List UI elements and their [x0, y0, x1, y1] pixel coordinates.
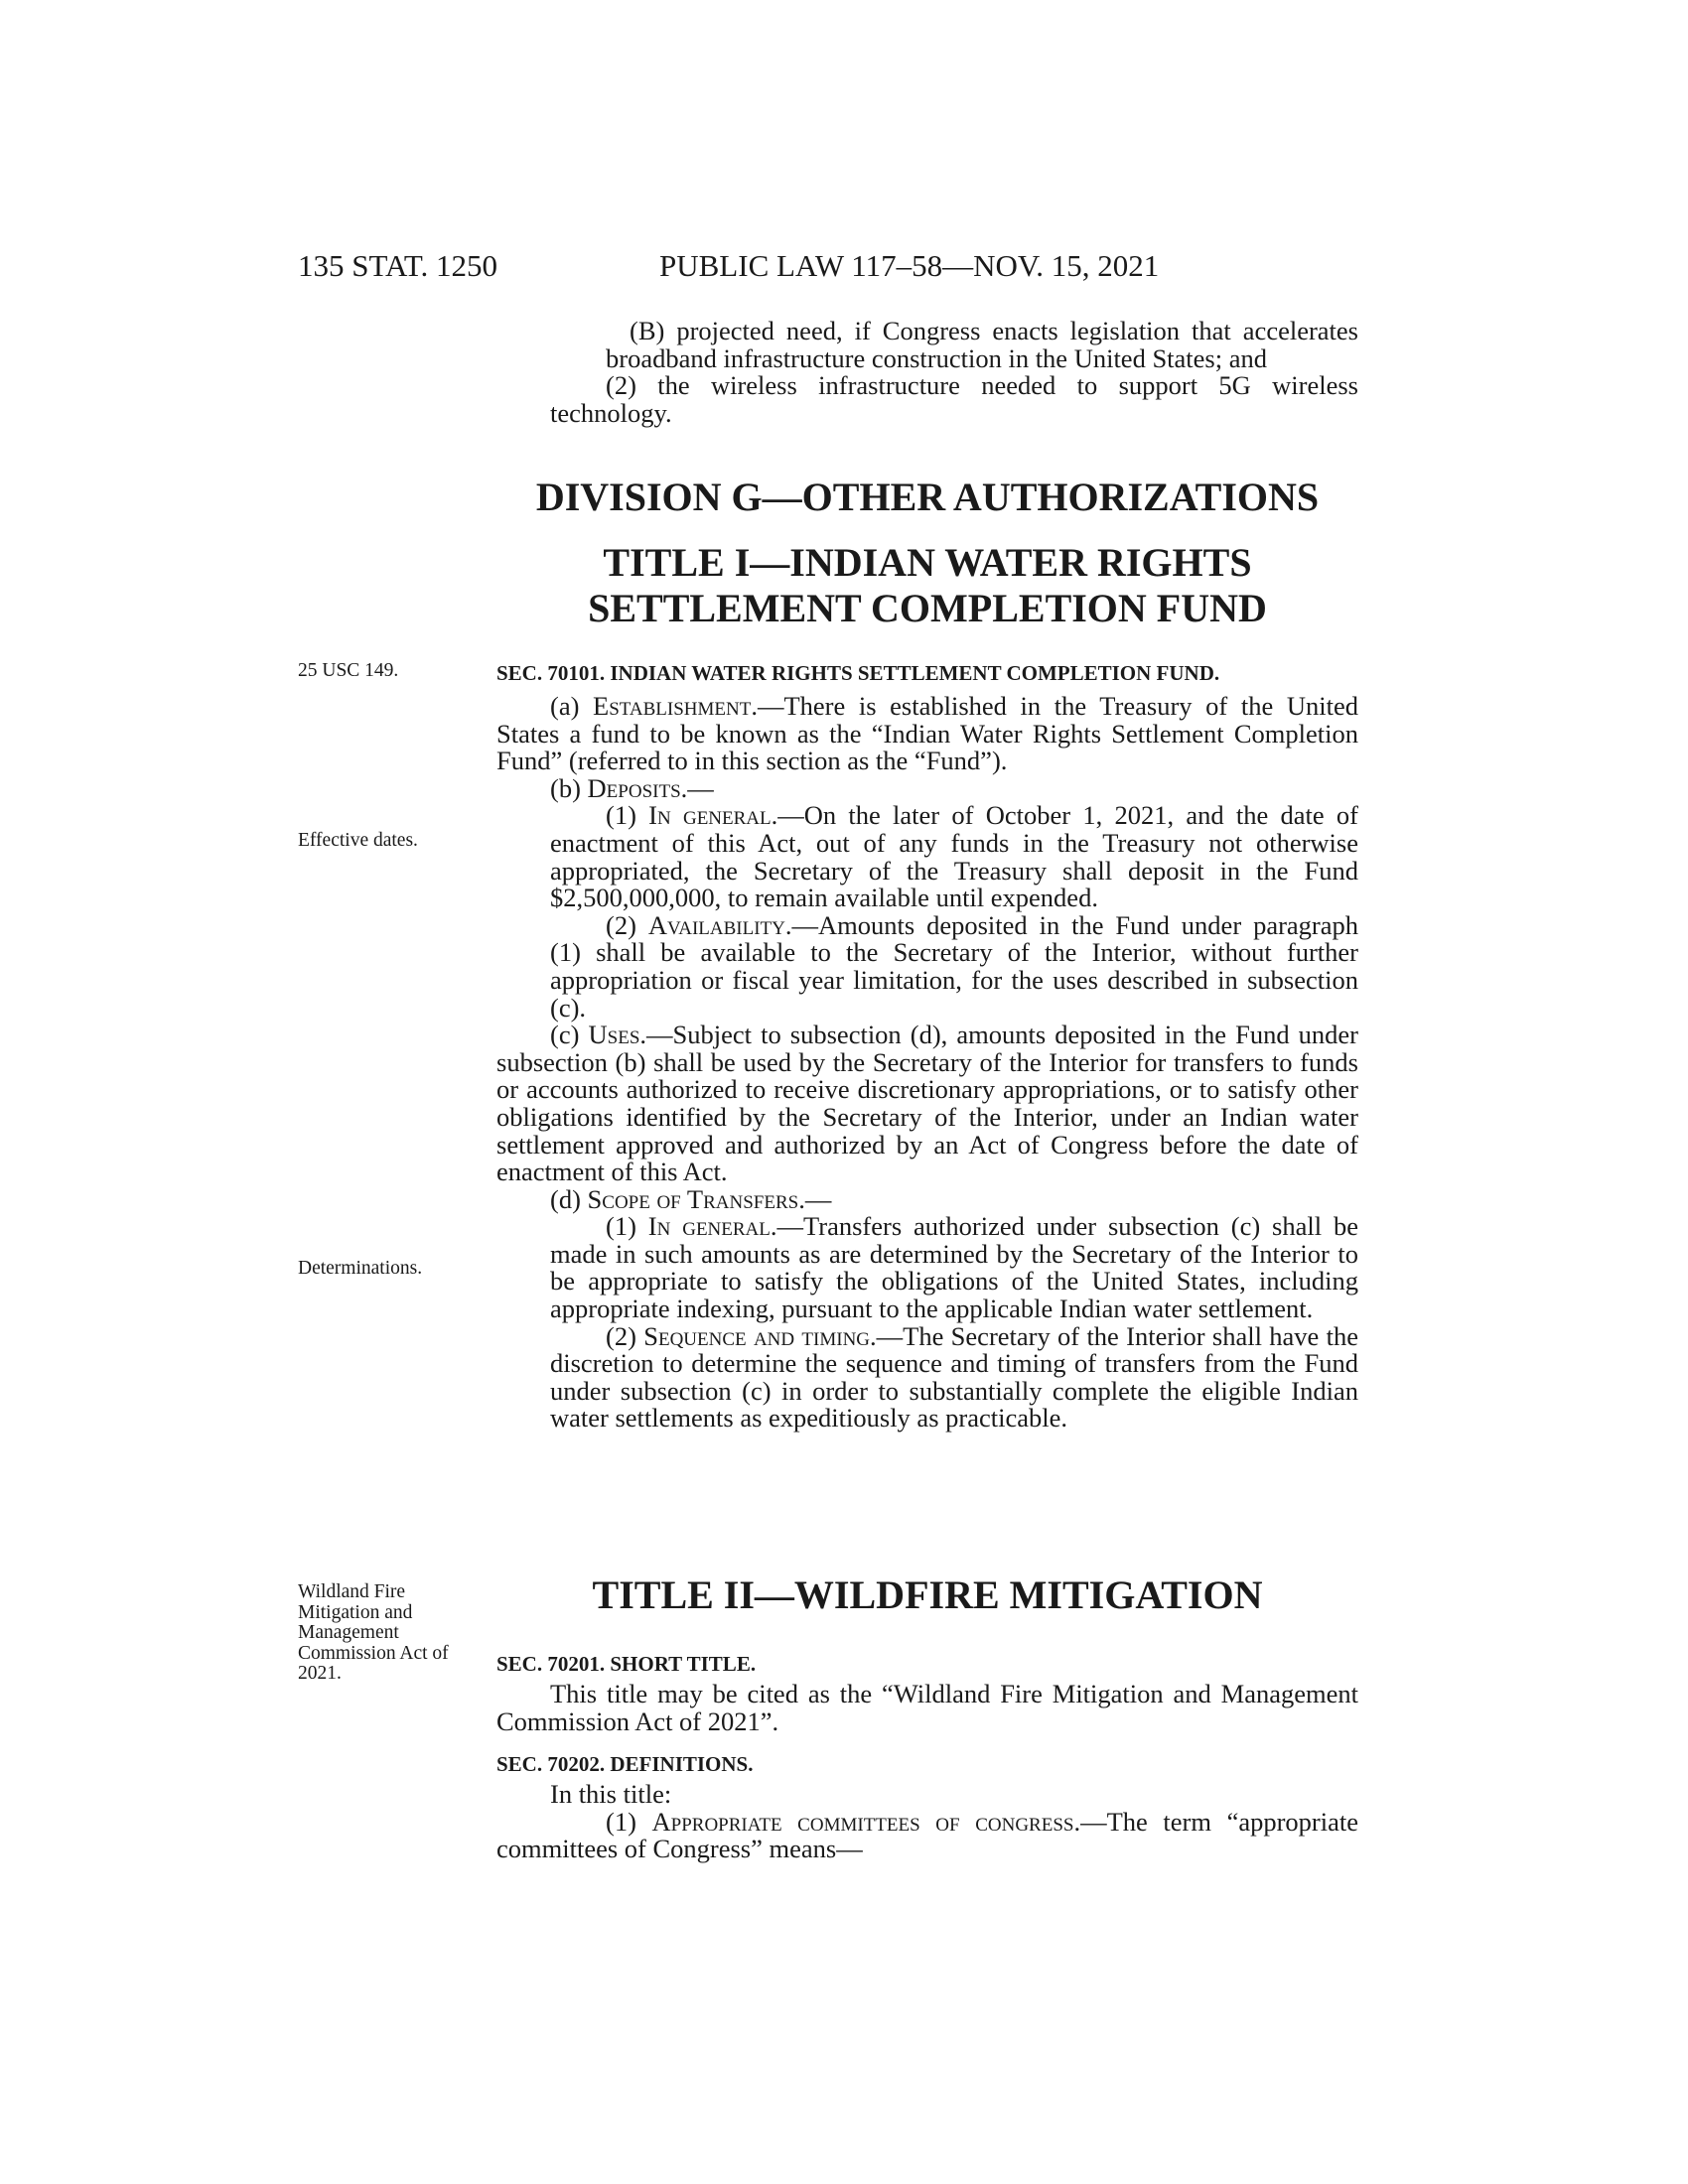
paragraph-b2-text: .—Amounts deposited in the Fund under paragraph (1) shall be available to the Secretary of the Interior, without further appropriation or fiscal year limitation, for the uses described in subsection (c).: [550, 909, 1359, 1023]
subsection-b-text: .—: [680, 772, 714, 803]
subsection-b-caption: Deposits: [587, 772, 681, 803]
title-i-heading: [496, 540, 1358, 631]
paragraph-d1-label: (1): [606, 1211, 648, 1242]
subsection-d-label: (d): [550, 1183, 588, 1214]
paragraph-d2-caption: Sequence and timing: [643, 1320, 871, 1351]
subsection-b: [496, 772, 1358, 803]
statute-page-number: 135 STAT. 1250: [298, 248, 498, 283]
paragraph-b2-label: (2): [606, 909, 648, 940]
definitions-intro: In this title:: [550, 1779, 672, 1809]
short-title-text: This title may be cited as the “Wildland Fire Mitigation and Management Commission Act of 2021”.: [496, 1679, 1358, 1736]
continuation-text: [496, 318, 1358, 427]
paragraph-B-text: (B) projected need, if Congress enacts legislation that accelerates broadband infrastructure construction in the United States; and: [606, 316, 1358, 373]
subsection-a-text: .—There is established in the Treasury of the United States a fund to be known as the “Indian Water Rights Settlement Completion Fund” (referred to in this section as the “Fund”).: [496, 691, 1358, 776]
public-law-citation: PUBLIC LAW 117–58—NOV. 15, 2021: [659, 248, 1160, 283]
paragraph-b1-text: .—On the later of October 1, 2021, and the date of enactment of this Act, out of any funds in the Treasury not otherwise appropriated, the Secretary of the Treasury shall deposit in the Fund $2,500,000,000, to remain available until expended.: [550, 800, 1359, 913]
section-70101-body: [496, 693, 1358, 1433]
subsection-d: [496, 1183, 1358, 1214]
paragraph-d1-caption: In general: [647, 1211, 771, 1242]
subsection-a-label: (a): [550, 691, 594, 721]
title-i-line-1: TITLE I—INDIAN WATER RIGHTS: [603, 540, 1252, 585]
definition-1: [496, 1806, 1358, 1864]
definition-1-text: .—The term “appropriate committees of Congress” means—: [496, 1806, 1358, 1864]
margin-note-determinations: Determinations.: [298, 1258, 423, 1279]
paragraph-b1-caption: In general: [648, 800, 772, 831]
definition-1-caption: Appropriate committees of congress: [651, 1806, 1074, 1837]
subsection-c: [496, 1022, 1358, 1186]
section-70101-heading: SEC. 70101. INDIAN WATER RIGHTS SETTLEMENT COMPLETION FUND.: [496, 661, 1220, 685]
paragraph-2: [496, 372, 1358, 427]
paragraph-d1-text: .—Transfers authorized under subsection (c) shall be made in such amounts as are determined by the Secretary of the Interior to be appropriate to satisfy the obligations of the United States, including appropriate indexing, pursuant to the applicable Indian water settlement.: [550, 1211, 1358, 1324]
section-70201-body: [496, 1681, 1358, 1735]
subsection-a: [496, 693, 1358, 775]
subsection-d-caption: Scope of Transfers: [587, 1183, 799, 1214]
margin-note-wildland-fire: Wildland Fire Mitigation and Management Commission Act of 2021.: [298, 1581, 449, 1684]
margin-note-effective-dates: Effective dates.: [298, 830, 418, 851]
paragraph-b1-label: (1): [606, 800, 649, 831]
paragraph-d1: [496, 1213, 1358, 1322]
paragraph-B: [496, 318, 1358, 372]
title-ii-heading: TITLE II—WILDFIRE MITIGATION: [592, 1572, 1263, 1617]
section-70202-heading: SEC. 70202. DEFINITIONS.: [496, 1752, 754, 1776]
section-70202-body: [496, 1781, 1358, 1863]
definition-1-label: (1): [606, 1806, 652, 1837]
paragraph-b2-caption: Availability: [647, 909, 785, 940]
subsection-d-text: .—: [798, 1183, 832, 1214]
paragraph-d2-text: .—The Secretary of the Interior shall have the discretion to determine the sequence and timing of transfers from the Fund under subsection (c) in order to substantially complete the eligible Indian water settlements as expeditiously as practicable.: [550, 1320, 1359, 1433]
paragraph-d2-label: (2): [606, 1320, 644, 1351]
paragraph-d2: [496, 1320, 1359, 1433]
paragraph-b2: [496, 909, 1359, 1023]
margin-note-usc: 25 USC 149.: [298, 660, 399, 681]
running-head: [298, 248, 1370, 288]
paragraph-b1: [496, 802, 1358, 911]
division-heading: DIVISION G—OTHER AUTHORIZATIONS: [535, 475, 1320, 519]
paragraph-2-text: (2) the wireless infrastructure needed to support 5G wireless technology.: [550, 370, 1358, 428]
subsection-a-caption: Establishment: [593, 691, 752, 721]
subsection-c-text: .—Subject to subsection (d), amounts deposited in the Fund under subsection (b) shall be used by the Secretary of the Interior for transfers to funds or accounts authorized to receive discretionary appropriations, or to satisfy other obligations identified by the Secretary of the Interior, under an Indian water settlement approved and authorized by an Act of Congress before the date of enactment of this Act.: [496, 1020, 1359, 1187]
subsection-c-caption: Uses: [588, 1020, 640, 1050]
subsection-b-label: (b): [550, 772, 588, 803]
title-i-line-2: SETTLEMENT COMPLETION FUND: [588, 586, 1267, 630]
section-70201-heading: SEC. 70201. SHORT TITLE.: [496, 1652, 757, 1676]
subsection-c-label: (c): [550, 1020, 589, 1050]
